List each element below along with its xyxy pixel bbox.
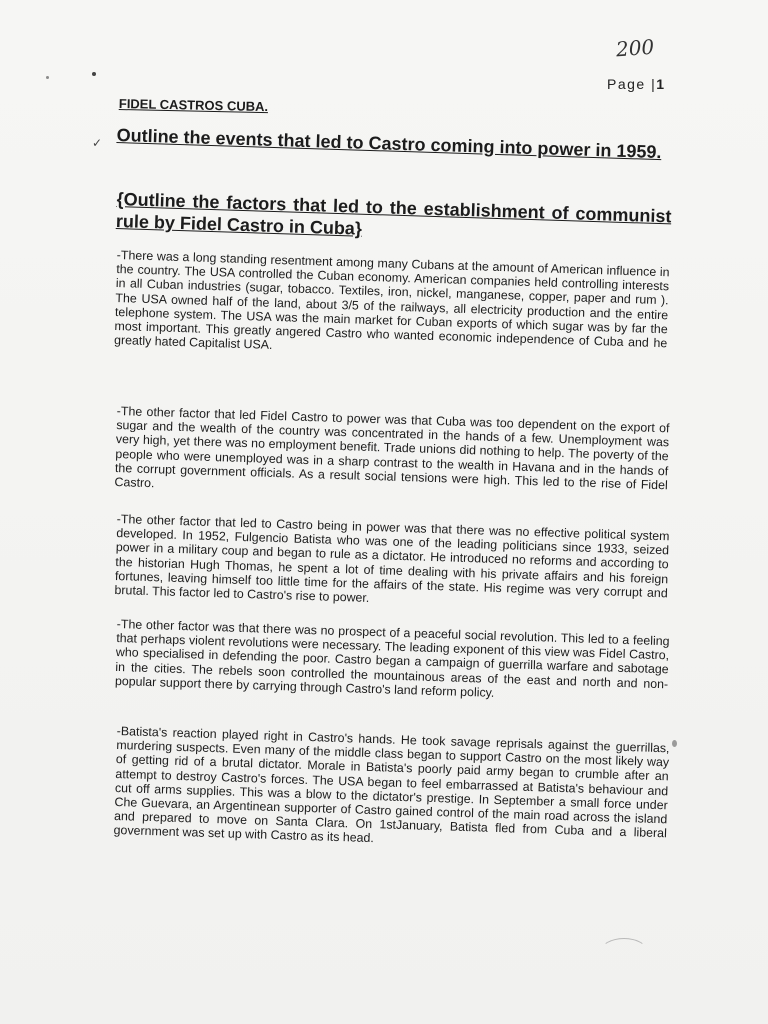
paragraph-american-influence: -There was a long standing resentment among many Cubans at the amount of American influence in the country. The USA controlled the Cuban economy. American companies held controlling interests in all Cuban industries (sugar, tobacco. Textiles, iron, nickel, manganese, copper, paper and rum ). The USA owned half of the land, about 3/5 of the railways, all electricity production and the entire telephone system. The USA was the main market for Cuban exports of which sugar was by far the most important. This greatly angered Castro who wanted economic independence of Cuba and he greatly hated Capitalist USA. (113, 248, 670, 353)
ink-speck (46, 76, 49, 79)
paragraph-social-revolution: -The other factor was that there was no prospect of a peaceful social revolution. This led to a feeling that perhaps violent revolutions were necessary. The leading exponent of this view was Fidel Castro, who specialised in defending the poor. Castro began a campaign of guerrilla warfare and sabotage in the cities. The rebels soon controlled the mountainous areas of the east and north and non-popular support there by carrying through Castro's land reform policy. (114, 617, 670, 701)
bullet-tick-icon: ✓ (92, 136, 103, 150)
paragraph-sugar-dependence: -The other factor that led Fidel Castro to power was that Cuba was too dependent on the export of sugar and the wealth of the country was concentrated in the hands of a few. Unemployment was very high, yet there was no employment benefit. Trade unions did nothing to help. The poverty of the people who were unemployed was in a sharp contrast to the wealth in Havana and in the hands of the corrupt government officials. As a result social tensions were high. This led to the rise of Fidel Castro. (114, 404, 670, 493)
paragraph-batista-reaction: -Batista's reaction played right in Castro's hands. He took savage reprisals against the guerrillas, murdering suspects. Even many of the middle class began to support Castro on the most likely way of getting rid of a brutal dictator. Morale in Batista's poorly paid army began to crumble after an attempt to destroy Castro's forces. The USA began to feel embarrassed at Batista's behaviour and cut off arms supplies. This was a blow to the dictator's prestige. In September a small force under Che Guevara, an Argentinean supporter of Castro gained control of the main road across the island and prepared to move on Santa Clara. On 1stJanuary, Batista fled from Cuba and a liberal government was set up with Castro as its head. (113, 724, 670, 846)
document-title: FIDEL CASTROS CUBA. (118, 96, 269, 115)
handwritten-note: 200 (615, 34, 655, 62)
page-label: Page | (607, 76, 657, 92)
page-number (607, 76, 666, 92)
question-heading-2: {Outline the factors that led to the establishment of communist rule by Fidel Castro in Cuba} (115, 188, 672, 239)
ink-speck (672, 740, 677, 747)
question-heading-1: Outline the events that led to Castro coming into power in 1959. (116, 124, 662, 163)
paragraph-political-system: -The other factor that led to Castro being in power was that there was no effective political system developed. In 1952, Fulgencio Batista who was one of the leading politicians since 1933, seized power in a military coup and began to rule as a dictator. He introduced no reforms and according to the historian Hugh Thomas, he spent a lot of time dealing with his private affairs and his foreign fortunes, leaving himself too little time for the affairs of the state. His regime was very corrupt and brutal. This factor led to Castro's rise to power. (114, 512, 670, 606)
page-number-value: 1 (656, 76, 666, 92)
paper-mark (600, 938, 648, 966)
ink-speck (92, 72, 96, 76)
